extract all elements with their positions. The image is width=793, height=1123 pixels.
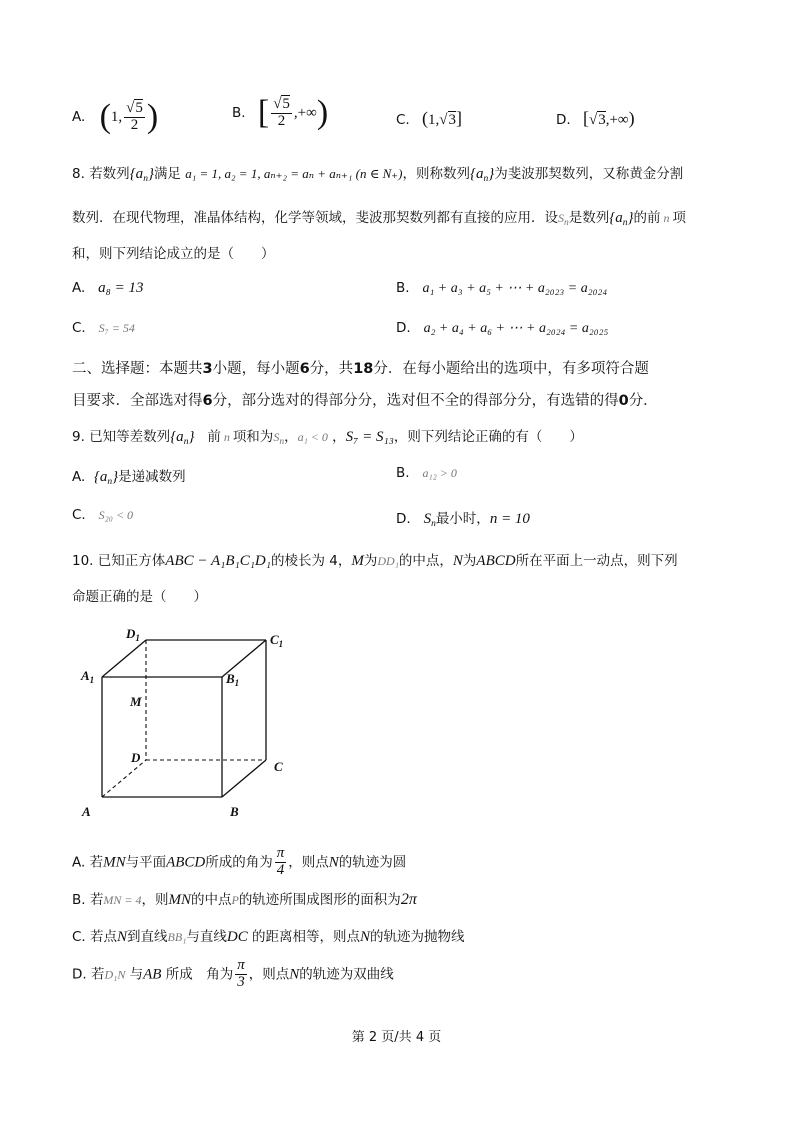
edge-b-c	[222, 760, 266, 797]
q9-option-c: C. S₂₀ < 0	[72, 507, 134, 523]
label-b1: $B_1$	[226, 671, 240, 688]
q10-option-b: B. 若MN = 4，则MN的中点P的轨迹所围成图形的面积为2π	[72, 891, 417, 908]
q8-line-1: 8. 若数列$\{a_n\}$满足 a₁ = 1, a₂ = 1, aₙ₊₂ = aₙ + aₙ₊₁ (n ∈ N₊)，则称数列$\{a_n\}$为斐波那契数列，又称黄金分割	[72, 166, 684, 184]
q8-option-d: D. a₂ + a₄ + a₆ + ⋯ + a₂₀₂₄ = a₂₀₂₅	[396, 320, 609, 336]
label-c: C	[274, 759, 283, 774]
q8-line-3: 和，则下列结论成立的是（ ）	[72, 246, 275, 262]
q9-option-a: A. $\{a_n\}$是递减数列	[72, 469, 186, 487]
edge-a-d	[102, 760, 146, 797]
cube-figure	[70, 620, 310, 825]
q10-stem-line-2: 命题正确的是（ ）	[72, 589, 207, 605]
q7-option-c: C. (1,√3]	[396, 108, 462, 128]
q10-option-d: D. 若D₁N 与AB 所成 角为 $\frac{\pi}{3}$ ，则点N的轨迹为双曲线	[72, 957, 394, 990]
q8-line-2: 数列．在现代物理，准晶体结构，化学等领域，斐波那契数列都有直接的应用．设$S_n$是数列$\{a_n\}$的前 n 项	[72, 210, 686, 228]
q10-option-a: A. 若MN与平面ABCD所成的角为 $\frac{\pi}{4}$ ，则点N的轨迹为圆	[72, 845, 407, 878]
q9-stem: 9. 已知等差数列$\{a_n\}$ 前 n 项和为$S_n$，a₁ < 0 ，S₇ = S₁₃，则下列结论正确的有（ ）	[72, 429, 583, 447]
label-d: D	[131, 750, 141, 765]
q10-option-c: C. 若点N到直线BB₁与直线DC 的距离相等，则点N的轨迹为抛物线	[72, 929, 465, 945]
label-a1: $A_1$	[81, 668, 95, 685]
label-d1: $D_1$	[126, 626, 140, 643]
q8-option-c: C. S₇ = 54	[72, 320, 135, 336]
q9-option-b: B. a₁₂ > 0	[396, 465, 457, 481]
q10-stem-line-1: 10. 已知正方体ABC − A₁B₁C₁D₁的棱长为 4，M为DD₁的中点，N为ABCD所在平面上一动点，则下列	[72, 553, 678, 569]
section2-line-2: 目要求．全部选对得6分，部分选对的得部分分，选对但不全的得部分分，有选错的得0分．	[72, 393, 658, 409]
q7-option-d: D. [√3,+∞)	[556, 108, 635, 128]
edge-a1-d1	[102, 640, 146, 677]
q7-option-b: B. [ $\frac{√5}{2}$ ,+∞)	[232, 94, 329, 131]
label-b: B	[230, 804, 239, 819]
label-m: M	[130, 694, 142, 709]
page-footer: 第 2 页/共 4 页	[351, 1030, 442, 1045]
q7-option-a: A. (1, $\frac{√5}{2}$ )	[72, 98, 159, 135]
section2-line-1: 二、选择题：本题共3小题，每小题6分，共18分．在每小题给出的选项中，有多项符合题	[72, 361, 649, 377]
label-a: A	[82, 804, 91, 819]
q8-option-a: A. a₈ = 13	[72, 280, 144, 296]
label-c1: $C_1$	[270, 632, 284, 649]
q9-option-d: D. $S_n$最小时，n = 10	[396, 511, 530, 529]
q8-option-b: B. a₁ + a₃ + a₅ + ⋯ + a₂₀₂₃ = a₂₀₂₄	[396, 280, 608, 296]
